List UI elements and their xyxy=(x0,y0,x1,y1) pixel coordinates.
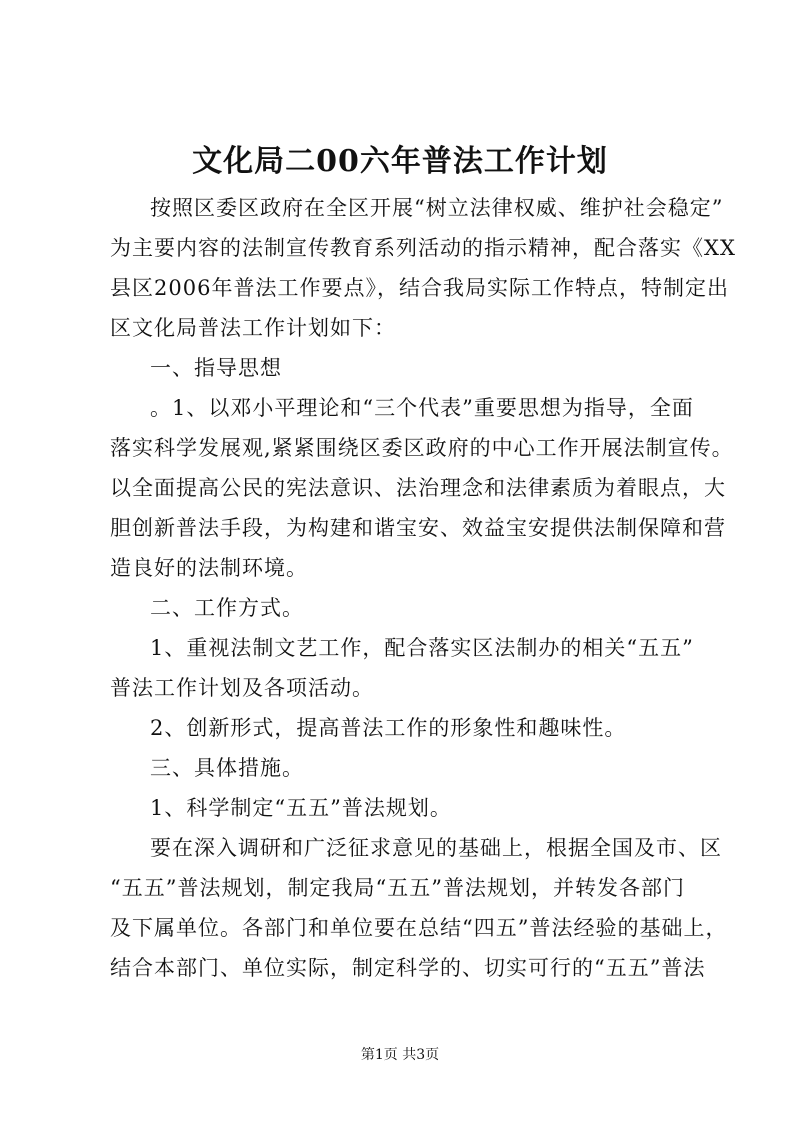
body-line: “五五”普法规划，制定我局“五五”普法规划，并转发各部门 xyxy=(110,876,685,900)
section-heading: 一、指导思想 xyxy=(150,356,282,380)
body-line: 普法工作计划及各项活动。 xyxy=(110,676,374,700)
page-footer: 第1页 共3页 xyxy=(360,1047,440,1063)
body-line: 胆创新普法手段，为构建和谐宝安、效益宝安提供法制保障和营 xyxy=(110,516,726,540)
body-line: 1、重视法制文艺工作，配合落实区法制办的相关“五五” xyxy=(150,636,694,660)
body-line: 2、创新形式，提高普法工作的形象性和趣味性。 xyxy=(150,716,627,740)
body-line: 县区2006年普法工作要点》，结合我局实际工作特点，特制定出 xyxy=(110,276,729,300)
body-line: 按照区委区政府在全区开展“树立法律权威、维护社会稳定” xyxy=(150,196,724,220)
body-line: 落实科学发展观,紧紧围绕区委区政府的中心工作开展法制宣传。 xyxy=(110,436,734,460)
body-line: 1、科学制定“五五”普法规划。 xyxy=(150,796,452,820)
body-line: 造良好的法制环境。 xyxy=(110,556,308,580)
section-heading: 二、工作方式。 xyxy=(150,596,304,620)
body-line: 区文化局普法工作计划如下： xyxy=(110,316,396,340)
body-line: 。1、以邓小平理论和“三个代表”重要思想为指导，全面 xyxy=(150,396,694,420)
section-heading: 三、具体措施。 xyxy=(150,756,304,780)
body-line: 结合本部门、单位实际，制定科学的、切实可行的“五五”普法 xyxy=(110,956,706,980)
body-line: 要在深入调研和广泛征求意见的基础上，根据全国及市、区 xyxy=(150,836,722,860)
body-line: 以全面提高公民的宪法意识、法治理念和法律素质为着眼点，大 xyxy=(110,476,726,500)
body-line: 及下属单位。各部门和单位要在总结“四五”普法经验的基础上， xyxy=(110,916,728,940)
body-line: 为主要内容的法制宣传教育系列活动的指示精神，配合落实《XX xyxy=(110,236,736,260)
document-title: 文化局二00六年普法工作计划 xyxy=(192,144,608,179)
